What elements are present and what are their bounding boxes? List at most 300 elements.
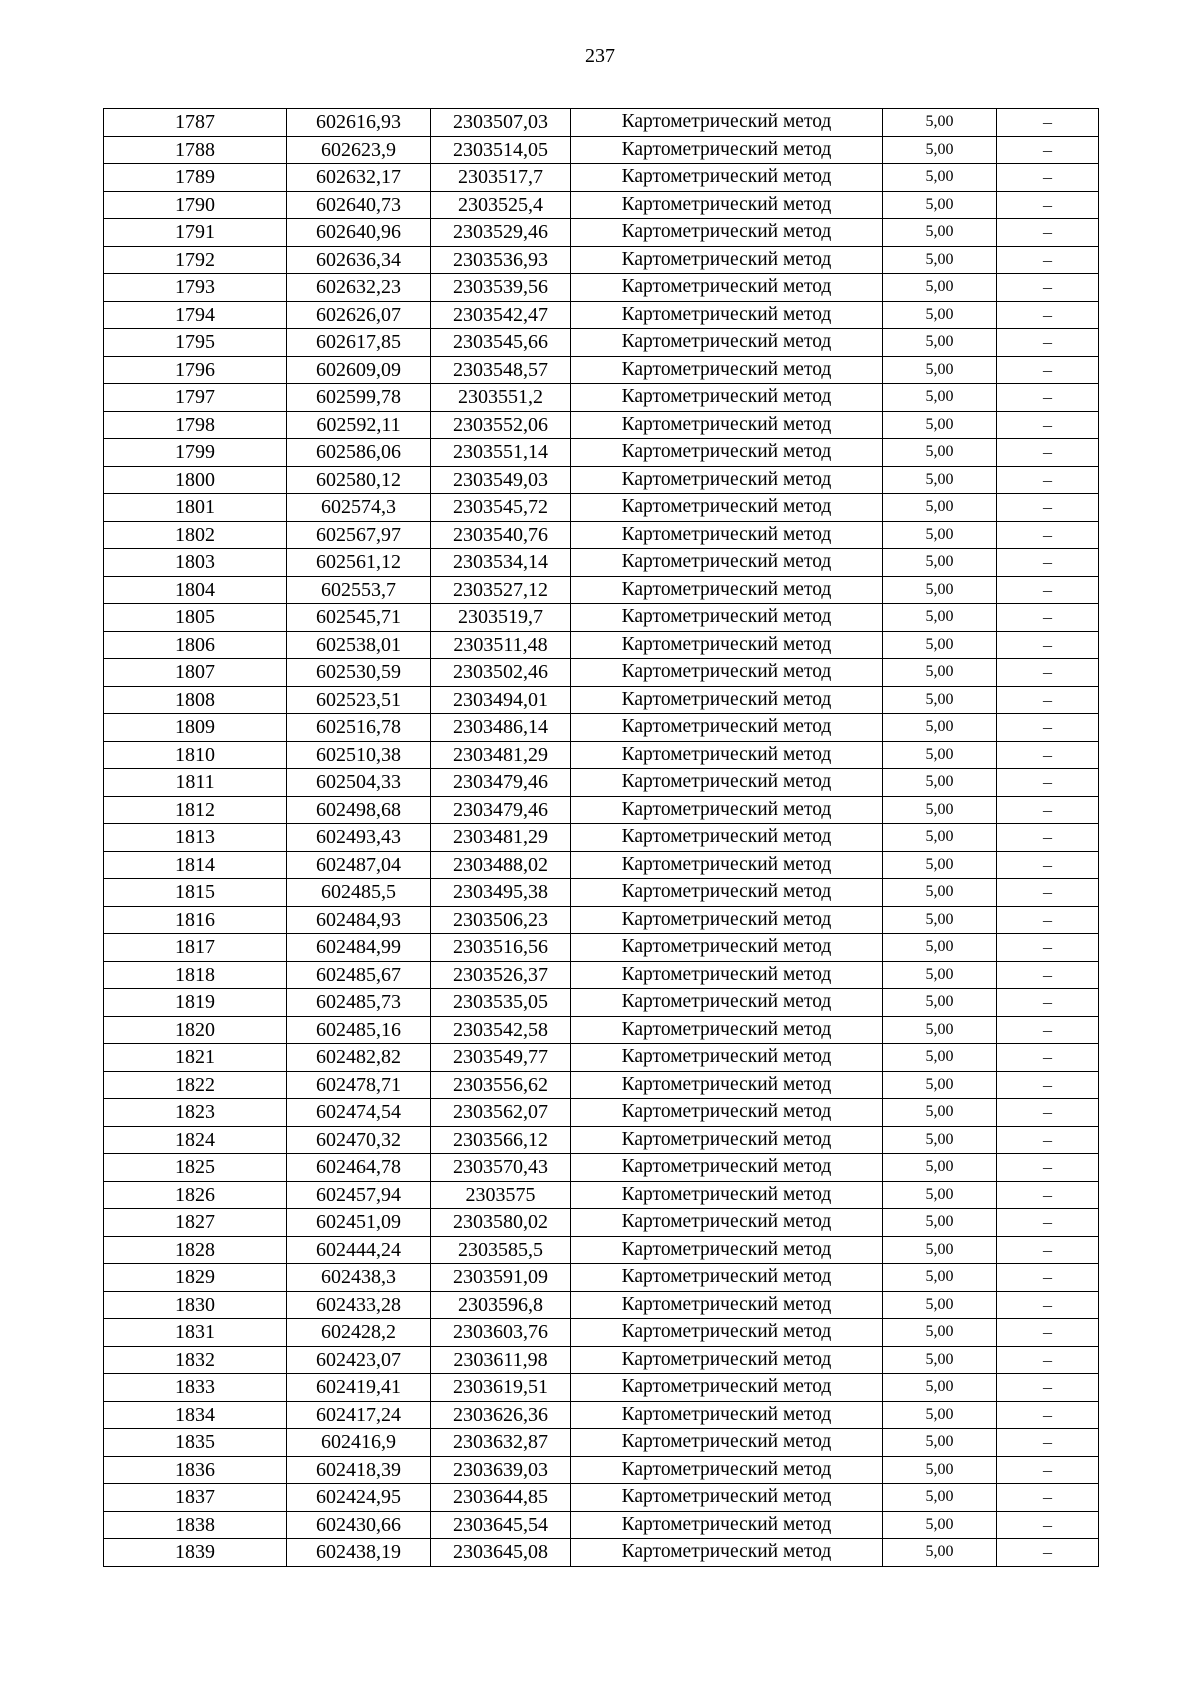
- point-number-cell: 1806: [104, 631, 287, 659]
- method-cell: Картометрический метод: [571, 686, 883, 714]
- method-cell: Картометрический метод: [571, 1511, 883, 1539]
- point-number-cell: 1797: [104, 384, 287, 412]
- table-row: [104, 714, 1099, 742]
- x-coordinate-cell: 602451,09: [287, 1209, 431, 1237]
- coordinates-table-body: [104, 109, 1099, 1567]
- y-coordinate-cell: 2303502,46: [431, 659, 571, 687]
- y-coordinate-cell: 2303644,85: [431, 1484, 571, 1512]
- table-row: [104, 1374, 1099, 1402]
- method-cell: Картометрический метод: [571, 741, 883, 769]
- accuracy-cell: 5,00: [883, 631, 997, 659]
- note-cell: –: [997, 1044, 1099, 1072]
- x-coordinate-cell: 602485,67: [287, 961, 431, 989]
- x-coordinate-cell: 602424,95: [287, 1484, 431, 1512]
- table-row: [104, 329, 1099, 357]
- accuracy-cell: 5,00: [883, 824, 997, 852]
- table-row: [104, 989, 1099, 1017]
- note-cell: –: [997, 769, 1099, 797]
- table-row: [104, 796, 1099, 824]
- y-coordinate-cell: 2303494,01: [431, 686, 571, 714]
- table-row: [104, 466, 1099, 494]
- method-cell: Картометрический метод: [571, 136, 883, 164]
- accuracy-cell: 5,00: [883, 769, 997, 797]
- table-row: [104, 274, 1099, 302]
- table-row: [104, 686, 1099, 714]
- note-cell: –: [997, 1539, 1099, 1567]
- table-row: [104, 1401, 1099, 1429]
- note-cell: –: [997, 686, 1099, 714]
- point-number-cell: 1800: [104, 466, 287, 494]
- accuracy-cell: 5,00: [883, 356, 997, 384]
- y-coordinate-cell: 2303514,05: [431, 136, 571, 164]
- note-cell: –: [997, 301, 1099, 329]
- accuracy-cell: 5,00: [883, 1374, 997, 1402]
- y-coordinate-cell: 2303536,93: [431, 246, 571, 274]
- point-number-cell: 1839: [104, 1539, 287, 1567]
- note-cell: –: [997, 1291, 1099, 1319]
- table-row: [104, 356, 1099, 384]
- accuracy-cell: 5,00: [883, 1319, 997, 1347]
- point-number-cell: 1837: [104, 1484, 287, 1512]
- table-row: [104, 604, 1099, 632]
- y-coordinate-cell: 2303566,12: [431, 1126, 571, 1154]
- x-coordinate-cell: 602423,07: [287, 1346, 431, 1374]
- table-row: [104, 851, 1099, 879]
- note-cell: –: [997, 714, 1099, 742]
- accuracy-cell: 5,00: [883, 1209, 997, 1237]
- accuracy-cell: 5,00: [883, 1016, 997, 1044]
- table-row: [104, 1209, 1099, 1237]
- method-cell: Картометрический метод: [571, 301, 883, 329]
- x-coordinate-cell: 602417,24: [287, 1401, 431, 1429]
- x-coordinate-cell: 602632,17: [287, 164, 431, 192]
- accuracy-cell: 5,00: [883, 1401, 997, 1429]
- y-coordinate-cell: 2303632,87: [431, 1429, 571, 1457]
- y-coordinate-cell: 2303506,23: [431, 906, 571, 934]
- x-coordinate-cell: 602470,32: [287, 1126, 431, 1154]
- method-cell: Картометрический метод: [571, 714, 883, 742]
- accuracy-cell: 5,00: [883, 1236, 997, 1264]
- accuracy-cell: 5,00: [883, 659, 997, 687]
- table-row: [104, 1264, 1099, 1292]
- note-cell: –: [997, 1016, 1099, 1044]
- y-coordinate-cell: 2303611,98: [431, 1346, 571, 1374]
- point-number-cell: 1816: [104, 906, 287, 934]
- table-row: [104, 246, 1099, 274]
- y-coordinate-cell: 2303517,7: [431, 164, 571, 192]
- table-row: [104, 1539, 1099, 1567]
- table-row: [104, 934, 1099, 962]
- point-number-cell: 1819: [104, 989, 287, 1017]
- point-number-cell: 1804: [104, 576, 287, 604]
- table-row: [104, 1319, 1099, 1347]
- y-coordinate-cell: 2303645,08: [431, 1539, 571, 1567]
- point-number-cell: 1830: [104, 1291, 287, 1319]
- table-row: [104, 1511, 1099, 1539]
- table-row: [104, 576, 1099, 604]
- y-coordinate-cell: 2303545,72: [431, 494, 571, 522]
- point-number-cell: 1815: [104, 879, 287, 907]
- note-cell: –: [997, 961, 1099, 989]
- table-row: [104, 1291, 1099, 1319]
- note-cell: –: [997, 1429, 1099, 1457]
- note-cell: –: [997, 576, 1099, 604]
- point-number-cell: 1787: [104, 109, 287, 137]
- method-cell: Картометрический метод: [571, 1044, 883, 1072]
- y-coordinate-cell: 2303626,36: [431, 1401, 571, 1429]
- table-row: [104, 411, 1099, 439]
- point-number-cell: 1820: [104, 1016, 287, 1044]
- table-row: [104, 906, 1099, 934]
- x-coordinate-cell: 602561,12: [287, 549, 431, 577]
- point-number-cell: 1811: [104, 769, 287, 797]
- accuracy-cell: 5,00: [883, 274, 997, 302]
- y-coordinate-cell: 2303545,66: [431, 329, 571, 357]
- note-cell: –: [997, 164, 1099, 192]
- method-cell: Картометрический метод: [571, 191, 883, 219]
- note-cell: –: [997, 741, 1099, 769]
- y-coordinate-cell: 2303535,05: [431, 989, 571, 1017]
- point-number-cell: 1802: [104, 521, 287, 549]
- accuracy-cell: 5,00: [883, 549, 997, 577]
- note-cell: –: [997, 219, 1099, 247]
- method-cell: Картометрический метод: [571, 109, 883, 137]
- accuracy-cell: 5,00: [883, 1126, 997, 1154]
- table-row: [104, 769, 1099, 797]
- note-cell: –: [997, 411, 1099, 439]
- table-row: [104, 301, 1099, 329]
- x-coordinate-cell: 602545,71: [287, 604, 431, 632]
- note-cell: –: [997, 494, 1099, 522]
- method-cell: Картометрический метод: [571, 549, 883, 577]
- method-cell: Картометрический метод: [571, 769, 883, 797]
- note-cell: –: [997, 934, 1099, 962]
- y-coordinate-cell: 2303540,76: [431, 521, 571, 549]
- point-number-cell: 1821: [104, 1044, 287, 1072]
- x-coordinate-cell: 602485,16: [287, 1016, 431, 1044]
- y-coordinate-cell: 2303486,14: [431, 714, 571, 742]
- accuracy-cell: 5,00: [883, 521, 997, 549]
- x-coordinate-cell: 602640,73: [287, 191, 431, 219]
- note-cell: –: [997, 906, 1099, 934]
- method-cell: Картометрический метод: [571, 851, 883, 879]
- point-number-cell: 1833: [104, 1374, 287, 1402]
- method-cell: Картометрический метод: [571, 1401, 883, 1429]
- table-row: [104, 521, 1099, 549]
- accuracy-cell: 5,00: [883, 1071, 997, 1099]
- x-coordinate-cell: 602523,51: [287, 686, 431, 714]
- y-coordinate-cell: 2303507,03: [431, 109, 571, 137]
- y-coordinate-cell: 2303495,38: [431, 879, 571, 907]
- x-coordinate-cell: 602438,19: [287, 1539, 431, 1567]
- note-cell: –: [997, 796, 1099, 824]
- method-cell: Картометрический метод: [571, 604, 883, 632]
- x-coordinate-cell: 602498,68: [287, 796, 431, 824]
- x-coordinate-cell: 602487,04: [287, 851, 431, 879]
- x-coordinate-cell: 602482,82: [287, 1044, 431, 1072]
- table-row: [104, 384, 1099, 412]
- note-cell: –: [997, 1236, 1099, 1264]
- method-cell: Картометрический метод: [571, 411, 883, 439]
- point-number-cell: 1793: [104, 274, 287, 302]
- y-coordinate-cell: 2303551,14: [431, 439, 571, 467]
- point-number-cell: 1792: [104, 246, 287, 274]
- table-row: [104, 191, 1099, 219]
- point-number-cell: 1823: [104, 1099, 287, 1127]
- point-number-cell: 1838: [104, 1511, 287, 1539]
- table-row: [104, 494, 1099, 522]
- method-cell: Картометрический метод: [571, 1291, 883, 1319]
- y-coordinate-cell: 2303534,14: [431, 549, 571, 577]
- x-coordinate-cell: 602567,97: [287, 521, 431, 549]
- x-coordinate-cell: 602474,54: [287, 1099, 431, 1127]
- x-coordinate-cell: 602433,28: [287, 1291, 431, 1319]
- table-row: [104, 631, 1099, 659]
- table-row: [104, 549, 1099, 577]
- x-coordinate-cell: 602586,06: [287, 439, 431, 467]
- note-cell: –: [997, 356, 1099, 384]
- y-coordinate-cell: 2303570,43: [431, 1154, 571, 1182]
- method-cell: Картометрический метод: [571, 1181, 883, 1209]
- x-coordinate-cell: 602538,01: [287, 631, 431, 659]
- point-number-cell: 1829: [104, 1264, 287, 1292]
- table-row: [104, 961, 1099, 989]
- note-cell: –: [997, 1456, 1099, 1484]
- method-cell: Картометрический метод: [571, 576, 883, 604]
- y-coordinate-cell: 2303551,2: [431, 384, 571, 412]
- table-row: [104, 659, 1099, 687]
- point-number-cell: 1789: [104, 164, 287, 192]
- table-row: [104, 136, 1099, 164]
- x-coordinate-cell: 602485,73: [287, 989, 431, 1017]
- accuracy-cell: 5,00: [883, 1264, 997, 1292]
- method-cell: Картометрический метод: [571, 1374, 883, 1402]
- y-coordinate-cell: 2303562,07: [431, 1099, 571, 1127]
- y-coordinate-cell: 2303525,4: [431, 191, 571, 219]
- point-number-cell: 1834: [104, 1401, 287, 1429]
- note-cell: –: [997, 659, 1099, 687]
- point-number-cell: 1818: [104, 961, 287, 989]
- x-coordinate-cell: 602504,33: [287, 769, 431, 797]
- x-coordinate-cell: 602623,9: [287, 136, 431, 164]
- point-number-cell: 1824: [104, 1126, 287, 1154]
- method-cell: Картометрический метод: [571, 1071, 883, 1099]
- table-row: [104, 439, 1099, 467]
- y-coordinate-cell: 2303575: [431, 1181, 571, 1209]
- point-number-cell: 1796: [104, 356, 287, 384]
- table-row: [104, 879, 1099, 907]
- accuracy-cell: 5,00: [883, 1539, 997, 1567]
- point-number-cell: 1826: [104, 1181, 287, 1209]
- table-row: [104, 1071, 1099, 1099]
- table-row: [104, 741, 1099, 769]
- point-number-cell: 1798: [104, 411, 287, 439]
- method-cell: Картометрический метод: [571, 521, 883, 549]
- accuracy-cell: 5,00: [883, 466, 997, 494]
- note-cell: –: [997, 1071, 1099, 1099]
- accuracy-cell: 5,00: [883, 686, 997, 714]
- method-cell: Картометрический метод: [571, 384, 883, 412]
- x-coordinate-cell: 602478,71: [287, 1071, 431, 1099]
- method-cell: Картометрический метод: [571, 219, 883, 247]
- y-coordinate-cell: 2303516,56: [431, 934, 571, 962]
- accuracy-cell: 5,00: [883, 741, 997, 769]
- point-number-cell: 1817: [104, 934, 287, 962]
- y-coordinate-cell: 2303488,02: [431, 851, 571, 879]
- accuracy-cell: 5,00: [883, 851, 997, 879]
- accuracy-cell: 5,00: [883, 494, 997, 522]
- accuracy-cell: 5,00: [883, 329, 997, 357]
- table-row: [104, 219, 1099, 247]
- method-cell: Картометрический метод: [571, 1429, 883, 1457]
- note-cell: –: [997, 604, 1099, 632]
- note-cell: –: [997, 989, 1099, 1017]
- method-cell: Картометрический метод: [571, 1456, 883, 1484]
- point-number-cell: 1825: [104, 1154, 287, 1182]
- point-number-cell: 1809: [104, 714, 287, 742]
- method-cell: Картометрический метод: [571, 631, 883, 659]
- x-coordinate-cell: 602592,11: [287, 411, 431, 439]
- method-cell: Картометрический метод: [571, 659, 883, 687]
- x-coordinate-cell: 602626,07: [287, 301, 431, 329]
- note-cell: –: [997, 851, 1099, 879]
- point-number-cell: 1813: [104, 824, 287, 852]
- y-coordinate-cell: 2303619,51: [431, 1374, 571, 1402]
- accuracy-cell: 5,00: [883, 384, 997, 412]
- table-row: [104, 1429, 1099, 1457]
- accuracy-cell: 5,00: [883, 164, 997, 192]
- x-coordinate-cell: 602416,9: [287, 1429, 431, 1457]
- y-coordinate-cell: 2303549,77: [431, 1044, 571, 1072]
- y-coordinate-cell: 2303539,56: [431, 274, 571, 302]
- point-number-cell: 1799: [104, 439, 287, 467]
- point-number-cell: 1795: [104, 329, 287, 357]
- y-coordinate-cell: 2303591,09: [431, 1264, 571, 1292]
- method-cell: Картометрический метод: [571, 1099, 883, 1127]
- note-cell: –: [997, 191, 1099, 219]
- accuracy-cell: 5,00: [883, 961, 997, 989]
- point-number-cell: 1788: [104, 136, 287, 164]
- accuracy-cell: 5,00: [883, 989, 997, 1017]
- point-number-cell: 1814: [104, 851, 287, 879]
- accuracy-cell: 5,00: [883, 411, 997, 439]
- x-coordinate-cell: 602640,96: [287, 219, 431, 247]
- accuracy-cell: 5,00: [883, 219, 997, 247]
- method-cell: Картометрический метод: [571, 494, 883, 522]
- y-coordinate-cell: 2303519,7: [431, 604, 571, 632]
- accuracy-cell: 5,00: [883, 1456, 997, 1484]
- y-coordinate-cell: 2303479,46: [431, 796, 571, 824]
- point-number-cell: 1835: [104, 1429, 287, 1457]
- x-coordinate-cell: 602599,78: [287, 384, 431, 412]
- point-number-cell: 1801: [104, 494, 287, 522]
- x-coordinate-cell: 602617,85: [287, 329, 431, 357]
- note-cell: –: [997, 1154, 1099, 1182]
- point-number-cell: 1790: [104, 191, 287, 219]
- x-coordinate-cell: 602636,34: [287, 246, 431, 274]
- method-cell: Картометрический метод: [571, 329, 883, 357]
- y-coordinate-cell: 2303479,46: [431, 769, 571, 797]
- x-coordinate-cell: 602580,12: [287, 466, 431, 494]
- accuracy-cell: 5,00: [883, 1044, 997, 1072]
- coordinates-table: [103, 108, 1099, 1567]
- note-cell: –: [997, 274, 1099, 302]
- note-cell: –: [997, 1181, 1099, 1209]
- point-number-cell: 1810: [104, 741, 287, 769]
- point-number-cell: 1822: [104, 1071, 287, 1099]
- accuracy-cell: 5,00: [883, 576, 997, 604]
- method-cell: Картометрический метод: [571, 824, 883, 852]
- note-cell: –: [997, 879, 1099, 907]
- y-coordinate-cell: 2303526,37: [431, 961, 571, 989]
- method-cell: Картометрический метод: [571, 1126, 883, 1154]
- note-cell: –: [997, 1126, 1099, 1154]
- y-coordinate-cell: 2303552,06: [431, 411, 571, 439]
- accuracy-cell: 5,00: [883, 1099, 997, 1127]
- note-cell: –: [997, 109, 1099, 137]
- method-cell: Картометрический метод: [571, 1236, 883, 1264]
- accuracy-cell: 5,00: [883, 191, 997, 219]
- point-number-cell: 1828: [104, 1236, 287, 1264]
- table-row: [104, 1126, 1099, 1154]
- x-coordinate-cell: 602493,43: [287, 824, 431, 852]
- method-cell: Картометрический метод: [571, 989, 883, 1017]
- x-coordinate-cell: 602419,41: [287, 1374, 431, 1402]
- table-row: [104, 1016, 1099, 1044]
- accuracy-cell: 5,00: [883, 1484, 997, 1512]
- y-coordinate-cell: 2303639,03: [431, 1456, 571, 1484]
- table-row: [104, 1099, 1099, 1127]
- method-cell: Картометрический метод: [571, 1016, 883, 1044]
- note-cell: –: [997, 549, 1099, 577]
- x-coordinate-cell: 602484,99: [287, 934, 431, 962]
- accuracy-cell: 5,00: [883, 136, 997, 164]
- table-row: [104, 1484, 1099, 1512]
- x-coordinate-cell: 602510,38: [287, 741, 431, 769]
- point-number-cell: 1812: [104, 796, 287, 824]
- y-coordinate-cell: 2303529,46: [431, 219, 571, 247]
- table-row: [104, 1236, 1099, 1264]
- method-cell: Картометрический метод: [571, 1319, 883, 1347]
- y-coordinate-cell: 2303542,58: [431, 1016, 571, 1044]
- note-cell: –: [997, 824, 1099, 852]
- y-coordinate-cell: 2303556,62: [431, 1071, 571, 1099]
- method-cell: Картометрический метод: [571, 879, 883, 907]
- y-coordinate-cell: 2303481,29: [431, 824, 571, 852]
- x-coordinate-cell: 602553,7: [287, 576, 431, 604]
- x-coordinate-cell: 602632,23: [287, 274, 431, 302]
- y-coordinate-cell: 2303481,29: [431, 741, 571, 769]
- note-cell: –: [997, 246, 1099, 274]
- point-number-cell: 1794: [104, 301, 287, 329]
- accuracy-cell: 5,00: [883, 879, 997, 907]
- x-coordinate-cell: 602428,2: [287, 1319, 431, 1347]
- note-cell: –: [997, 521, 1099, 549]
- method-cell: Картометрический метод: [571, 164, 883, 192]
- y-coordinate-cell: 2303580,02: [431, 1209, 571, 1237]
- method-cell: Картометрический метод: [571, 356, 883, 384]
- note-cell: –: [997, 1511, 1099, 1539]
- method-cell: Картометрический метод: [571, 796, 883, 824]
- y-coordinate-cell: 2303596,8: [431, 1291, 571, 1319]
- note-cell: –: [997, 329, 1099, 357]
- note-cell: –: [997, 1209, 1099, 1237]
- method-cell: Картометрический метод: [571, 1264, 883, 1292]
- point-number-cell: 1791: [104, 219, 287, 247]
- x-coordinate-cell: 602516,78: [287, 714, 431, 742]
- note-cell: –: [997, 1099, 1099, 1127]
- note-cell: –: [997, 631, 1099, 659]
